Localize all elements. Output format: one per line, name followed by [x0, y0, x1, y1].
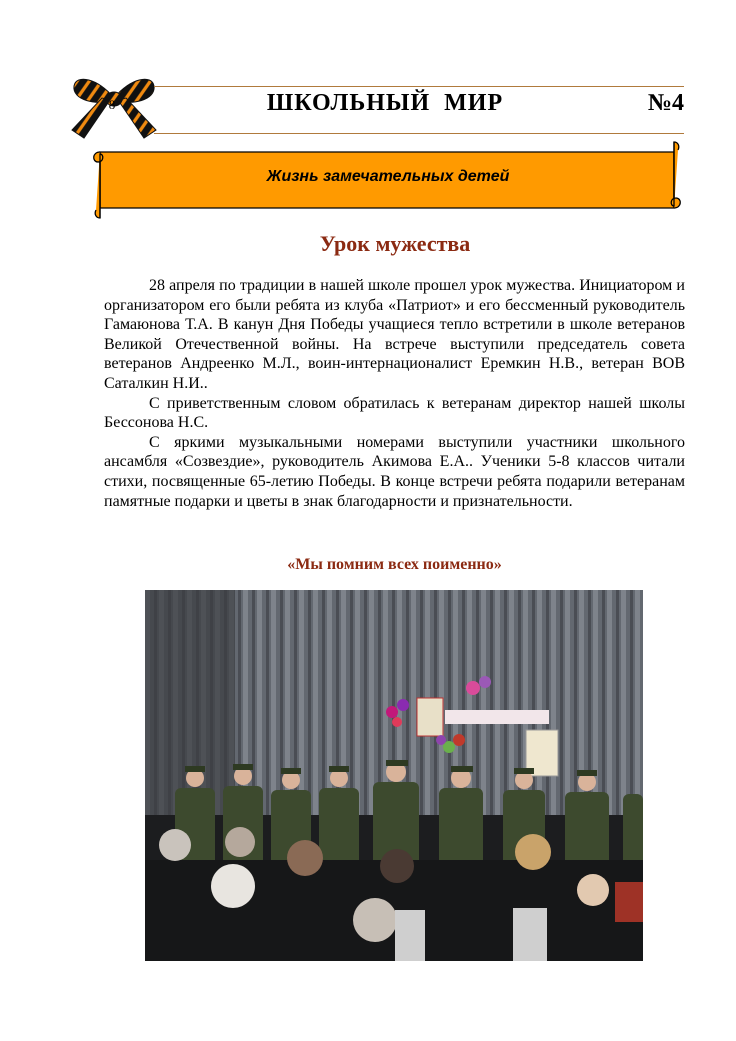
- issue-number: №4: [647, 90, 684, 116]
- photo-caption: «Мы помним всех поименно»: [287, 556, 502, 573]
- header-rule-bottom: [154, 133, 684, 134]
- article-title: Урок мужества: [319, 231, 471, 256]
- header-rule-top: [154, 86, 684, 87]
- article-paragraph: С приветственным словом обратилась к ветеранам директор нашей школы Бессонова Н.С.: [104, 394, 685, 432]
- article-paragraph: 28 апреля по традиции в нашей школе прошел урок мужества. Инициатором и организатором его были ребята из клуба «Патриот» и его бессменный руководитель Гамаюнова Т.А. В канун Дня Победы учащиеся тепло встретили в школе ветеранов Великой Отечественной войны. На встрече выступили председатель совета ветеранов Андреенко М.Л., воин-интернационалист Еремкин Н.В., ветеран ВОВ Саталкин Н.И..: [104, 277, 685, 392]
- newspaper-title: ШКОЛЬНЫЙ МИР: [266, 90, 504, 116]
- event-photo: [145, 590, 643, 961]
- article-body: [104, 276, 685, 511]
- section-label: Жизнь замечательных детей: [266, 168, 510, 185]
- page-number: 8: [108, 97, 116, 112]
- article-paragraph: С яркими музыкальными номерами выступили участники школьного ансамбля «Созвездие», руководитель Акимова Е.А.. Ученики 5-8 классов читали стихи, посвященные 65-летию Победы. В конце встречи ребята подарили ветеранам памятные подарки и цветы в знак благодарности и признательности.: [104, 433, 685, 510]
